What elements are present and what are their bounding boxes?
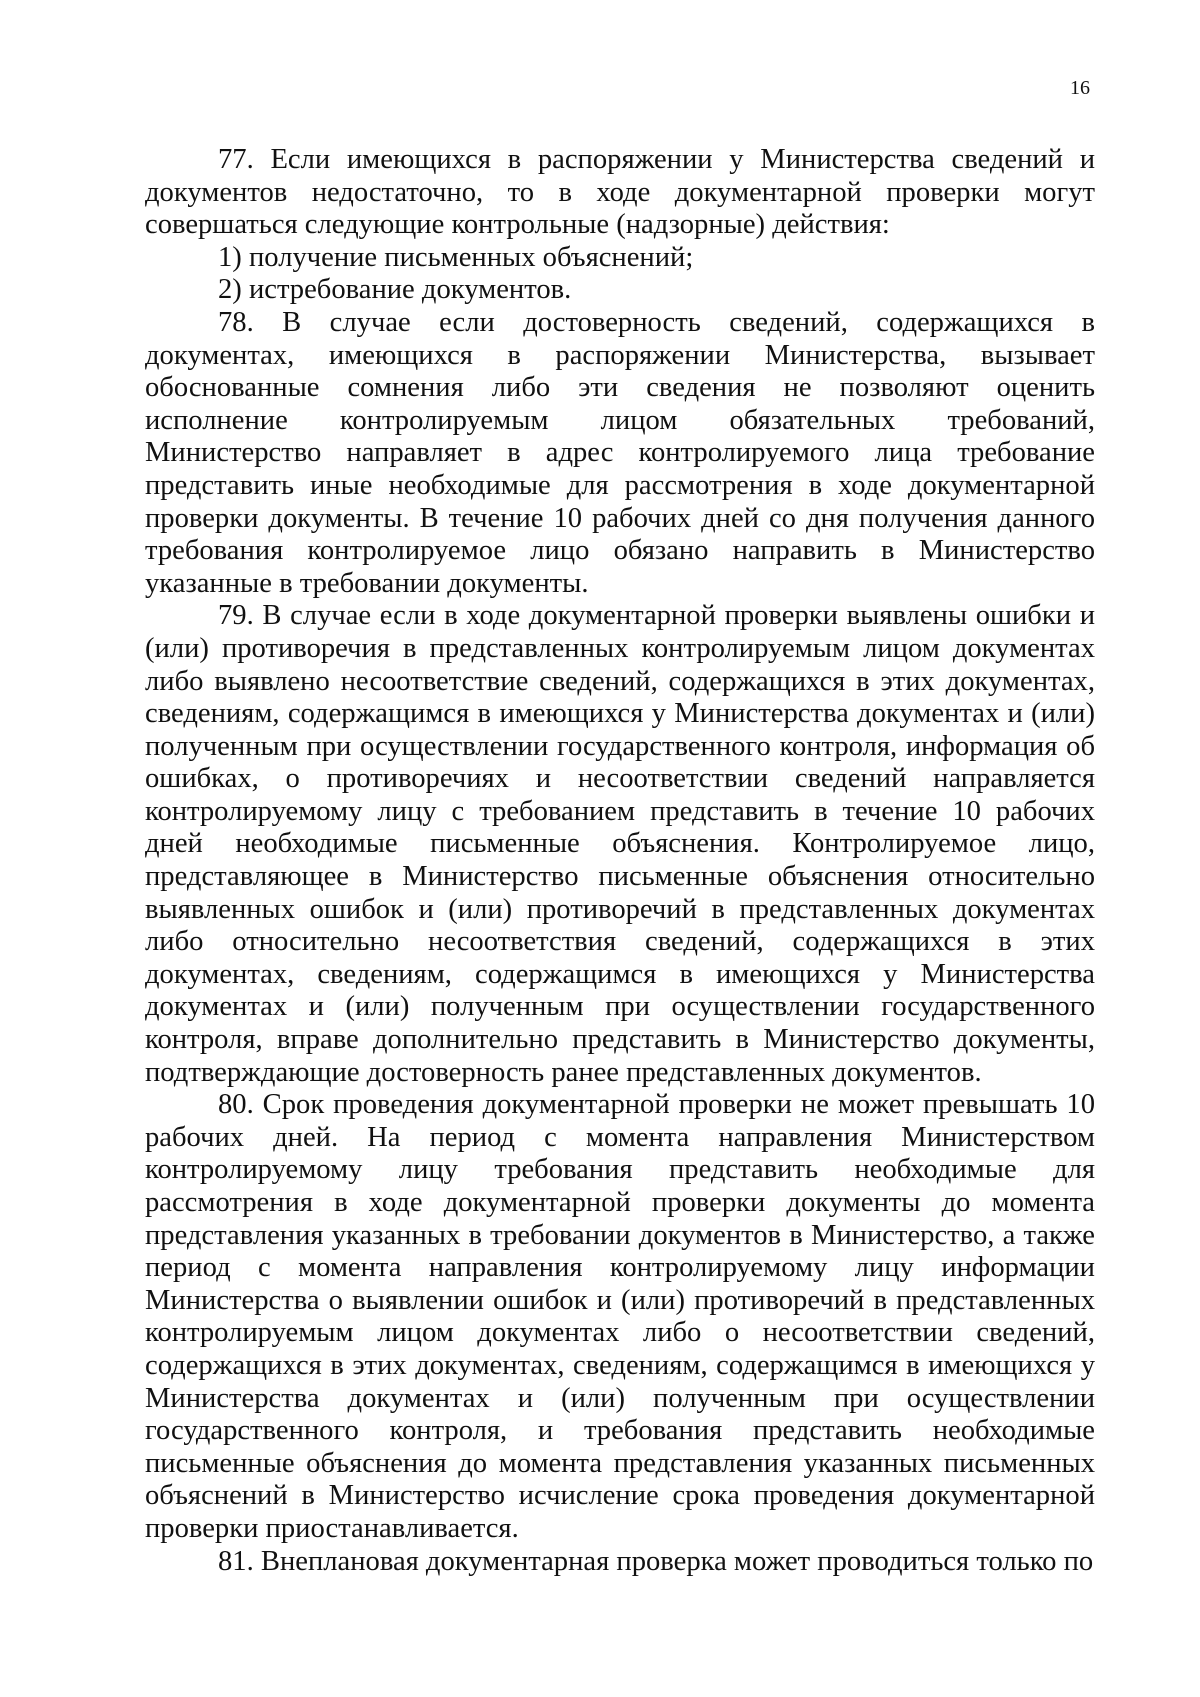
- page-number: 16: [1070, 77, 1090, 99]
- list-item-2: 2) истребование документов.: [218, 274, 572, 306]
- list-item-1: 1) получение письменных объяснений;: [218, 241, 694, 273]
- paragraph-79: 79. В случае если в ходе документарной проверки выявлены ошибки и (или) противоречия в представленных контролируемым лицом документах либо выявлено несоответствие сведений, содержащихся в этих документах, сведениям, содержащимся в имеющихся у Министерства документах и (или) полученным при осуществлении государственного контроля, информация об ошибках, о противоречиях и несоответствии сведений направляется контролируемому лицу с требованием представить в течение 10 рабочих дней необходимые письменные объяснения. Контролируемое лицо, представляющее в Министерство письменные объяснения относительно выявленных ошибок и (или) противоречий в представленных документах либо относительно несоответствия сведений, содержащихся в этих документах, сведениям, содержащимся в имеющихся у Министерства документах и (или) полученным при осуществлении государственного контроля, вправе дополнительно представить в Министерство документы, подтверждающие достоверность ранее представленных документов.: [145, 600, 1095, 1088]
- paragraph-80: 80. Срок проведения документарной проверки не может превышать 10 рабочих дней. На период с момента направления Министерством контролируемому лицу требования представить необходимые для рассмотрения в ходе документарной проверки документы до момента представления указанных в требовании документов в Министерство, а также период с момента направления контролируемому лицу информации Министерства о выявлении ошибок и (или) противоречий в представленных контролируемым лицом документах либо о несоответствии сведений, содержащихся в этих документах, сведениям, содержащимся в имеющихся у Министерства документах и (или) полученным при осуществлении государственного контроля, и требования представить необходимые письменные объяснения до момента представления указанных письменных объяснений в Министерство исчисление срока проведения документарной проверки приостанавливается.: [145, 1089, 1095, 1544]
- paragraph-81: 81. Внеплановая документарная проверка может проводиться только по: [218, 1545, 1094, 1577]
- document-body: [145, 144, 1095, 1578]
- paragraph-77: 77. Если имеющихся в распоряжении у Министерства сведений и документов недостаточно, то в ходе документарной проверки могут совершаться следующие контрольные (надзорные) действия:: [145, 144, 1095, 241]
- paragraph-78: 78. В случае если достоверность сведений, содержащихся в документах, имеющихся в распоряжении Министерства, вызывает обоснованные сомнения либо эти сведения не позволяют оценить исполнение контролируемым лицом обязательных требований, Министерство направляет в адрес контролируемого лица требование представить иные необходимые для рассмотрения в ходе документарной проверки документы. В течение 10 рабочих дней со дня получения данного требования контролируемое лицо обязано направить в Министерство указанные в требовании документы.: [145, 306, 1095, 599]
